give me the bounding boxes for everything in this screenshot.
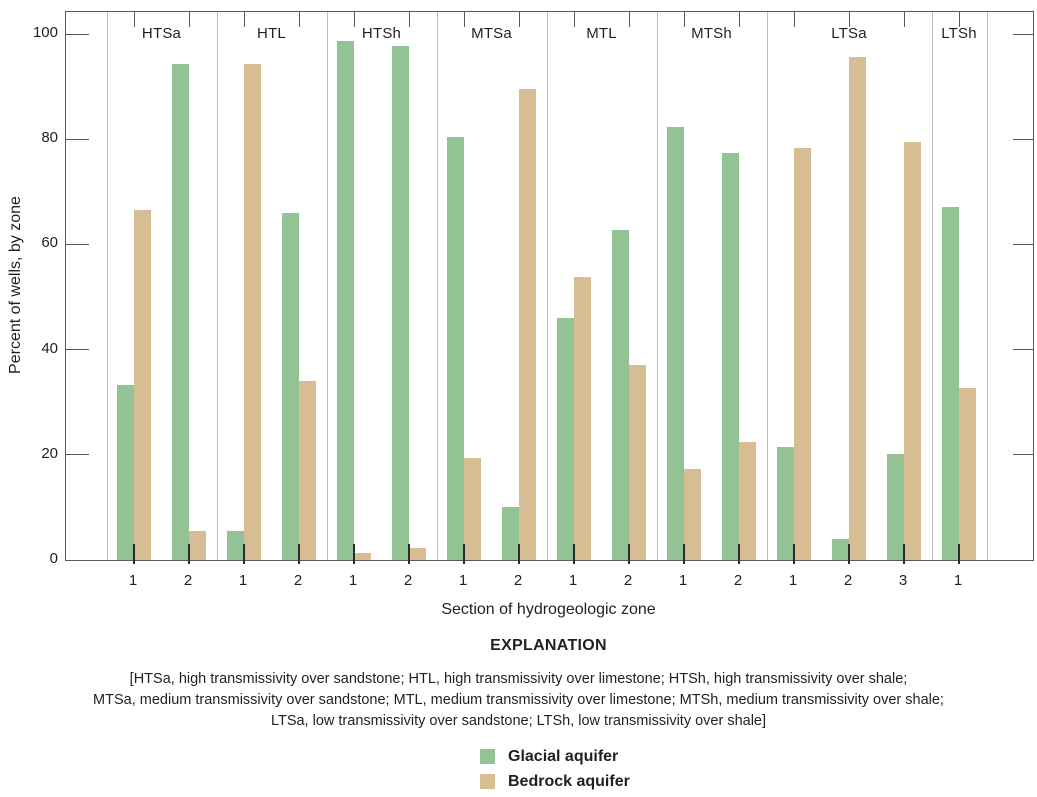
section-top-tick (904, 12, 905, 27)
zone-divider (767, 12, 768, 560)
section-bottom-tick (738, 544, 740, 564)
section-label: 2 (513, 572, 523, 589)
y-tick-right (1013, 454, 1033, 455)
bar-glacial (777, 447, 794, 560)
bar-glacial (337, 41, 354, 560)
bar-glacial (612, 230, 629, 560)
x-axis-title: Section of hydrogeologic zone (441, 601, 656, 618)
bar-glacial (887, 454, 904, 560)
zone-divider (437, 12, 438, 560)
y-tick-right (1013, 34, 1033, 35)
bar-bedrock (849, 57, 866, 560)
bar-bedrock (629, 365, 646, 560)
section-top-tick (629, 12, 630, 27)
y-tick-left (66, 454, 89, 455)
y-tick-label: 0 (49, 550, 58, 567)
section-bottom-tick (628, 544, 630, 564)
section-bottom-tick (518, 544, 520, 564)
section-bottom-tick (903, 544, 905, 564)
y-tick-left (66, 139, 89, 140)
section-bottom-tick (243, 544, 245, 564)
section-bottom-tick (958, 544, 960, 564)
plot-area (65, 11, 1034, 561)
section-bottom-tick (188, 544, 190, 564)
zone-divider (107, 12, 108, 560)
y-axis-title: Percent of wells, by zone (7, 196, 24, 374)
section-label: 1 (128, 572, 138, 589)
bar-glacial (172, 64, 189, 560)
section-bottom-tick (573, 544, 575, 564)
section-bottom-tick (683, 544, 685, 564)
section-bottom-tick (463, 544, 465, 564)
y-tick-label: 20 (41, 444, 58, 462)
section-top-tick (244, 12, 245, 27)
legend-item-bedrock (480, 774, 630, 789)
bar-glacial (282, 213, 299, 560)
section-bottom-tick (793, 544, 795, 564)
zone-divider (217, 12, 218, 560)
explanation-line: [HTSa, high transmissivity over sandstone; HTL, high transmissivity over limestone; HTSh, high transmissivity over shale; (129, 671, 908, 687)
explanation-line: MTSa, medium transmissivity over sandstone; MTL, medium transmissivity over limestone; MTSh, medium transmissivity over shale; (93, 692, 944, 708)
bar-glacial (722, 153, 739, 560)
y-tick-left (66, 349, 89, 350)
y-tick-label: 100 (32, 24, 58, 41)
bar-bedrock (134, 210, 151, 560)
bar-bedrock (739, 442, 756, 560)
bar-glacial (117, 385, 134, 560)
zone-label: MTL (586, 25, 617, 42)
bar-bedrock (574, 277, 591, 560)
bar-bedrock (464, 458, 481, 560)
section-top-tick (189, 12, 190, 27)
bar-bedrock (519, 89, 536, 560)
y-tick-right (1013, 244, 1033, 245)
bar-glacial (832, 539, 849, 560)
zone-label: LTSh (941, 25, 977, 42)
bar-glacial (667, 127, 684, 560)
zone-label: LTSa (831, 25, 867, 42)
section-label: 1 (953, 572, 963, 589)
bar-bedrock (244, 64, 261, 560)
y-tick-left (66, 34, 89, 35)
zone-label: HTSh (361, 25, 402, 42)
section-label: 1 (568, 572, 578, 589)
section-label: 1 (788, 572, 798, 589)
section-label: 2 (843, 572, 853, 589)
section-label: 1 (678, 572, 688, 589)
zone-label: MTSa (471, 25, 512, 42)
legend (480, 749, 630, 797)
bar-bedrock (409, 548, 426, 560)
section-bottom-tick (298, 544, 300, 564)
section-top-tick (684, 12, 685, 27)
bar-glacial (942, 207, 959, 560)
zone-divider (327, 12, 328, 560)
explanation-heading: EXPLANATION (490, 637, 607, 654)
y-tick-right (1013, 349, 1033, 350)
section-label: 2 (293, 572, 303, 589)
bar-glacial (502, 507, 519, 560)
section-label: 2 (623, 572, 633, 589)
bar-bedrock (684, 469, 701, 560)
zone-divider (987, 12, 988, 560)
bar-bedrock (299, 381, 316, 560)
y-tick-right (1013, 139, 1033, 140)
bar-bedrock (959, 388, 976, 560)
section-label: 1 (458, 572, 468, 589)
glacial-swatch-icon (480, 749, 495, 764)
zone-label: HTL (257, 25, 286, 42)
y-tick-label: 80 (41, 129, 58, 147)
legend-label: Glacial aquifer (508, 747, 619, 765)
y-tick-left (66, 244, 89, 245)
section-bottom-tick (848, 544, 850, 564)
zone-divider (657, 12, 658, 560)
bar-bedrock (354, 553, 371, 560)
section-label: 1 (348, 572, 358, 589)
bedrock-swatch-icon (480, 774, 495, 789)
section-top-tick (794, 12, 795, 27)
explanation-text (0, 669, 1037, 732)
section-bottom-tick (353, 544, 355, 564)
section-top-tick (354, 12, 355, 27)
bar-glacial (557, 318, 574, 560)
bar-glacial (392, 46, 409, 560)
y-tick-label: 60 (41, 234, 58, 252)
section-bottom-tick (133, 544, 135, 564)
section-top-tick (739, 12, 740, 27)
section-top-tick (464, 12, 465, 27)
section-label: 2 (733, 572, 743, 589)
section-top-tick (134, 12, 135, 27)
bar-bedrock (189, 531, 206, 560)
section-top-tick (519, 12, 520, 27)
legend-item-glacial (480, 749, 630, 764)
zone-label: HTSa (141, 25, 182, 42)
legend-label: Bedrock aquifer (508, 772, 630, 790)
section-label: 2 (403, 572, 413, 589)
y-tick-label: 40 (41, 339, 58, 357)
section-label: 3 (898, 572, 908, 589)
section-top-tick (409, 12, 410, 27)
bar-glacial (227, 531, 244, 560)
section-bottom-tick (408, 544, 410, 564)
zone-label: MTSh (691, 25, 732, 42)
section-label: 2 (183, 572, 193, 589)
zone-divider (547, 12, 548, 560)
zone-divider (932, 12, 933, 560)
bar-bedrock (904, 142, 921, 560)
section-top-tick (574, 12, 575, 27)
section-label: 1 (238, 572, 248, 589)
section-top-tick (299, 12, 300, 27)
bar-bedrock (794, 148, 811, 560)
bar-glacial (447, 137, 464, 560)
explanation-line: LTSa, low transmissivity over sandstone; LTSh, low transmissivity over shale] (270, 713, 767, 729)
